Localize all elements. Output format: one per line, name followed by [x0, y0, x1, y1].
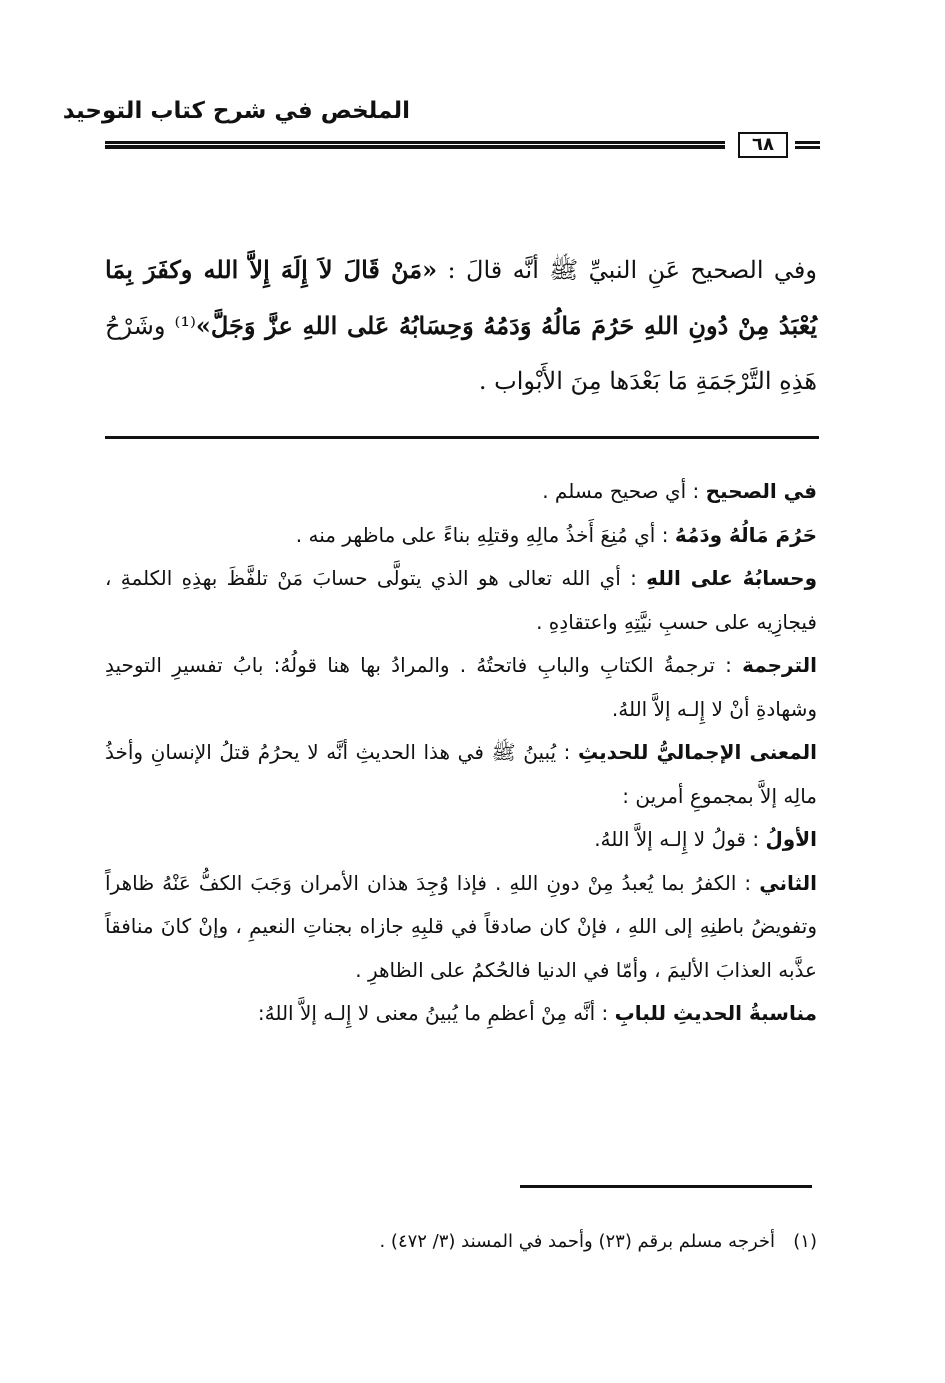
- footnote-ref[interactable]: ⁽¹⁾: [174, 312, 196, 340]
- commentary-entry: [105, 818, 817, 862]
- hadith-text: «مَنْ قَالَ لاَ إِلَهَ إِلاَّ الله وكفَرَ بِمَا يُعْبَدُ مِنْ دُونِ اللهِ حَرُمَ مَالُهُ وَدَمُهُ وَحِسَابُهُ عَلى اللهِ عزَّ وَجَلَّ»: [105, 255, 817, 340]
- commentary-term: وحسابُهُ على اللهِ: [646, 566, 817, 590]
- commentary: [105, 470, 817, 1036]
- commentary-entry: [105, 731, 817, 818]
- footnote-number: (١): [793, 1231, 817, 1252]
- commentary-text: : قولُ لا إِلـه إلاَّ اللهُ.: [594, 827, 766, 851]
- commentary-text: : أي الله تعالى هو الذي يتولَّى حسابَ مَنْ تلفَّظَ بهذِهِ الكلمةِ ، فيجازِيه على حسبِ نيَّتِهِ واعتقادِهِ .: [105, 566, 817, 634]
- commentary-text: : أنَّه مِنْ أعظمِ ما يُبينُ معنى لا إِلـه إلاَّ اللهُ:: [257, 1001, 615, 1025]
- commentary-term: الأولُ: [765, 827, 817, 851]
- commentary-entry: [105, 992, 817, 1036]
- commentary-term: الترجمة: [742, 653, 817, 677]
- commentary-text: : الكفرُ بما يُعبدُ مِنْ دونِ اللهِ . فإذا وُجِدَ هذان الأمران وَجَبَ الكفُّ عَنْهُ ظاهراً وتفويضُ باطنِهِ إلى اللهِ ، فإنْ كان صادقاً في قلبِهِ جازاه بجناتِ النعيمِ ، وإنْ كانَ منافقاً عذَّبه العذابَ الأليمَ ، وأمّا في الدنيا فالحُكمُ على الظاهرِ .: [105, 870, 817, 982]
- page-number: ٦٨: [738, 132, 788, 158]
- footnote-text: أخرجه مسلم برقم (٢٣) وأحمد في المسند (٣/ ٤٧٢) .: [379, 1231, 775, 1252]
- header-rule-short: [795, 141, 820, 149]
- commentary-entry: [105, 644, 817, 731]
- commentary-text: : يُبينُ ﷺ في هذا الحديثِ أنَّه لا يحرُمُ قتلُ الإنسانِ وأخذُ مالِه إلاَّ بمجموعِ أمرين :: [105, 740, 817, 808]
- commentary-term: الثاني: [759, 870, 817, 895]
- commentary-entry: [105, 514, 817, 558]
- main-intro: وفي الصحيح عَنِ النبيِّ ﷺ أنَّه قالَ :: [437, 256, 817, 284]
- commentary-term: مناسبةُ الحديثِ للبابِ: [614, 1001, 817, 1025]
- section-divider: [105, 436, 819, 439]
- commentary-text: : ترجمةُ الكتابِ والبابِ فاتحتُهُ . والمرادُ بها هنا قولُهُ: بابُ تفسيرِ التوحيدِ وشهادةِ أنْ لا إِلـه إلاَّ اللهُ.: [105, 653, 817, 721]
- commentary-term: في الصحيح: [705, 479, 817, 503]
- header-rule: [105, 141, 725, 149]
- commentary-entry: [105, 470, 817, 514]
- commentary-text: : أي صحيح مسلم .: [542, 479, 706, 503]
- footnote-divider: [520, 1185, 812, 1188]
- main-closing: وشَرْحُ هَذِهِ التَّرْجَمَةِ مَا بَعْدَها مِنَ الأَبْواب .: [105, 312, 817, 395]
- commentary-term: حَرُمَ مَالُهُ ودَمُهُ: [674, 522, 817, 547]
- commentary-text: : أي مُنِعَ أَخذُ مالِهِ وقتلِهِ بناءً على ماظهر منه .: [295, 522, 675, 547]
- commentary-entry: [105, 557, 817, 644]
- footnote: [105, 1228, 817, 1256]
- commentary-term: المعنى الإجماليُّ للحديثِ: [578, 740, 817, 764]
- commentary-entry: [105, 862, 817, 993]
- main-paragraph: [105, 242, 817, 409]
- running-title: الملخص في شرح كتاب التوحيد: [62, 98, 410, 124]
